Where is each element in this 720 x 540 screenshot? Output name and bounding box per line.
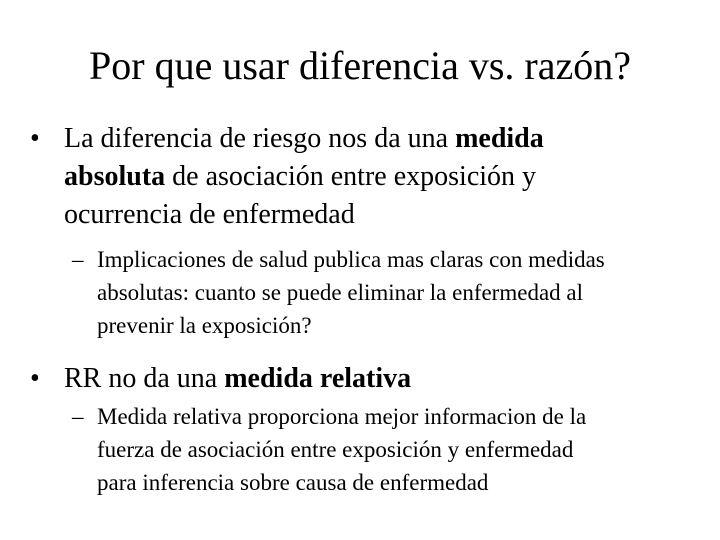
bullet-text-part: RR no da una [64,363,225,394]
sub-bullet-line: para inferencia sobre causa de enfermedad [97,470,489,495]
bullet-line: ocurrencia de enfermedad [64,199,355,230]
bullet-text-part: de asociación entre exposición y [165,161,537,192]
bullet-text-part: La diferencia de riesgo nos da una [64,123,456,154]
sub-bullet-line: Medida relativa proporciona mejor informacion de la [97,404,587,429]
sub-bullet-text [97,243,605,342]
bullet-text [64,120,544,234]
bullet-marker: • [30,123,40,154]
bullet-line [64,120,544,158]
bold-text-part: medida relativa [224,363,412,394]
slide-title: Por que usar diferencia vs. razón? [89,43,631,88]
bold-text: absoluta [64,161,166,192]
sub-bullet-marker: – [72,247,84,272]
bullet-line [64,158,544,196]
sub-bullet-line: Implicaciones de salud publica mas claras con medidas [97,247,605,272]
sub-bullet-marker: – [72,404,84,429]
sub-bullet-line: absolutas: cuanto se puede eliminar la enfermedad al [97,280,583,305]
bullet-marker: • [30,363,40,394]
bold-text [224,363,411,394]
sub-bullet-line: prevenir la exposición? [97,313,312,338]
bullet-line [64,360,411,398]
sub-bullet-line: fuerza de asociación entre exposición y enfermedad [97,437,574,462]
bold-text: medida [455,123,544,154]
bullet-text [64,360,411,398]
sub-bullet-text [97,400,586,499]
